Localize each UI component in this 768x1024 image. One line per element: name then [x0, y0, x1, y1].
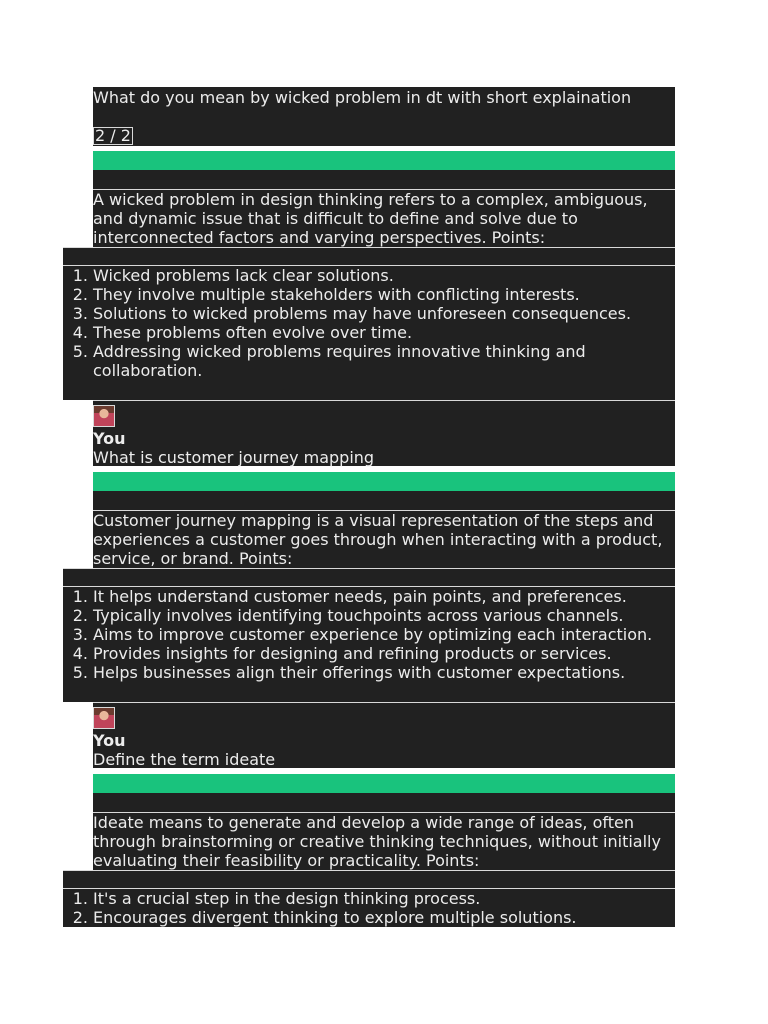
list-item: 1. It helps understand customer needs, pain points, and preferences.: [72, 587, 627, 606]
list-item: 2. Encourages divergent thinking to explore multiple solutions.: [72, 908, 577, 927]
list-item: 3. Aims to improve customer experience by optimizing each interaction.: [72, 625, 653, 644]
assistant-spacer-2: [93, 491, 675, 510]
user-avatar-icon: [93, 707, 115, 729]
user-question-3: Define the term ideate: [93, 750, 276, 769]
list-item: 4. These problems often evolve over time.: [72, 323, 413, 342]
assistant-intro-3: Ideate means to generate and develop a wide range of ideas, often through brainstorming or creative thinking techniques, without initially evaluating their feasibility or practicality. Points:: [93, 813, 661, 870]
user-name-2: You: [93, 429, 126, 448]
assistant-header-bar-3: [93, 774, 675, 793]
list-item: 1. Wicked problems lack clear solutions.: [72, 266, 394, 285]
list-item: 5. Addressing wicked problems requires innovative thinking and collaboration.: [72, 342, 586, 380]
user-name-3: You: [93, 731, 126, 750]
list-item: 5. Helps businesses align their offerings with customer expectations.: [72, 663, 626, 682]
message-counter[interactable]: 2 / 2: [95, 126, 131, 145]
list-item: 3. Solutions to wicked problems may have unforeseen consequences.: [72, 304, 632, 323]
assistant-gap-2: [63, 568, 675, 586]
assistant-header-bar-1: [93, 151, 675, 170]
user-question-1: What do you mean by wicked problem in dt with short explaination: [93, 88, 632, 107]
assistant-points-3: [72, 889, 675, 927]
assistant-spacer-1: [93, 170, 675, 189]
list-item: 4. Provides insights for designing and refining products or services.: [72, 644, 612, 663]
assistant-points-1: [72, 266, 675, 380]
user-question-2: What is customer journey mapping: [93, 448, 375, 467]
user-avatar-icon: [93, 405, 115, 427]
assistant-header-bar-2: [93, 472, 675, 491]
assistant-spacer-3: [93, 793, 675, 812]
assistant-points-2: [72, 587, 683, 682]
list-item: 1. It's a crucial step in the design thinking process.: [72, 889, 481, 908]
list-item: 2. Typically involves identifying touchpoints across various channels.: [72, 606, 624, 625]
assistant-gap-3: [63, 870, 675, 888]
assistant-gap-1: [63, 247, 675, 265]
assistant-intro-2: Customer journey mapping is a visual representation of the steps and experiences a customer goes through when interacting with a product, service, or brand. Points:: [93, 511, 663, 568]
list-item: 2. They involve multiple stakeholders with conflicting interests.: [72, 285, 580, 304]
assistant-intro-1: A wicked problem in design thinking refers to a complex, ambiguous, and dynamic issue that is difficult to define and solve due to interconnected factors and varying perspectives. Points:: [93, 190, 648, 247]
message-counter-row: [93, 126, 675, 145]
